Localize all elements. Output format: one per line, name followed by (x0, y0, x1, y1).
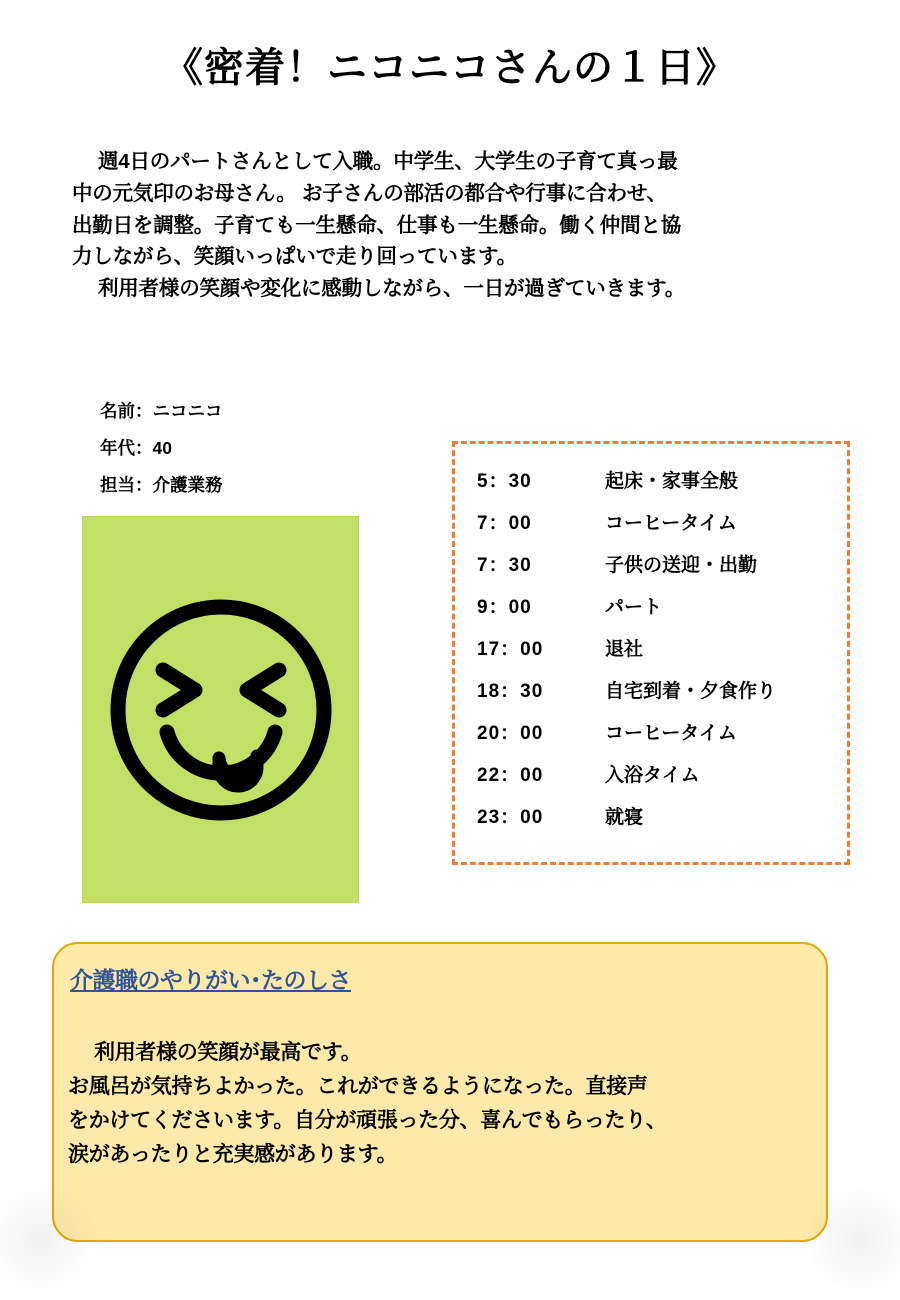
schedule-row (477, 592, 837, 634)
page-title: 《密着！ニコニコさんの１日》 (163, 46, 737, 90)
schedule-row (477, 634, 837, 676)
schedule-time: 22：00 (477, 765, 544, 786)
schedule-label: 入浴タイム (605, 765, 700, 786)
schedule-label: 子供の送迎・出勤 (605, 555, 758, 576)
schedule-time: 7：30 (477, 555, 532, 576)
intro-line-4: 力しながら、笑顔いっぱいで走り回っています。 (72, 245, 517, 269)
schedule-label: 就寝 (605, 807, 644, 828)
panel-line-2: お風呂が気持ちよかった。これができるようになった。直接声 (68, 1075, 648, 1099)
schedule-row (477, 718, 837, 760)
profile-role: 担当：介護業務 (100, 475, 223, 496)
schedule-time: 7：00 (477, 513, 532, 534)
schedule-time: 20：00 (477, 723, 544, 744)
panel-line-1: 利用者様の笑顔が最高です。 (94, 1041, 362, 1064)
intro-line-3: 出勤日を調整。子育ても一生懸命、仕事も一生懸命。働く仲間と協 (72, 213, 681, 237)
schedule-time: 5：30 (477, 471, 532, 492)
schedule-row (477, 802, 837, 844)
smiling-face-with-tongue-icon (101, 590, 341, 830)
panel-body (68, 1036, 810, 1172)
intro-line-2: 中の元気印のお母さん。 お子さんの部活の都合や行事に合わせ、 (72, 181, 667, 205)
panel-line-4: 涙があったりと充実感があります。 (68, 1143, 398, 1167)
schedule-time: 23：00 (477, 807, 544, 828)
schedule-row (477, 550, 837, 592)
intro-line-1: 週4日のパートさんとして入職。中学生、大学生の子育て真っ最 (98, 150, 678, 173)
daily-schedule (452, 441, 850, 865)
panel-heading: 介護職のやりがい･たのしさ (70, 967, 351, 993)
profile-name: 名前：ニコニコ (100, 401, 223, 421)
schedule-time: 18：30 (477, 681, 544, 702)
panel-line-3: をかけてくださいます。自分が頑張った分、喜んでもらったり、 (68, 1109, 667, 1133)
avatar (82, 516, 359, 903)
profile-info (100, 393, 420, 504)
schedule-time: 17：00 (477, 639, 544, 660)
schedule-row (477, 760, 837, 802)
highlight-panel (52, 942, 828, 1242)
schedule-label: 起床・家事全般 (605, 471, 739, 492)
schedule-row (477, 466, 837, 508)
schedule-label: コーヒータイム (605, 513, 737, 534)
schedule-row (477, 676, 837, 718)
schedule-label: パート (605, 597, 663, 618)
schedule-label: 自宅到着・夕食作り (605, 681, 777, 702)
intro-line-5: 利用者様の笑顔や変化に感動しながら、一日が過ぎていきます。 (98, 277, 686, 301)
schedule-time: 9：00 (477, 597, 532, 618)
schedule-label: 退社 (605, 639, 644, 660)
schedule-label: コーヒータイム (605, 723, 737, 744)
intro-paragraph (72, 146, 842, 305)
schedule-row (477, 508, 837, 550)
schedule-list (477, 466, 837, 844)
profile-age: 年代：40 (100, 438, 172, 459)
